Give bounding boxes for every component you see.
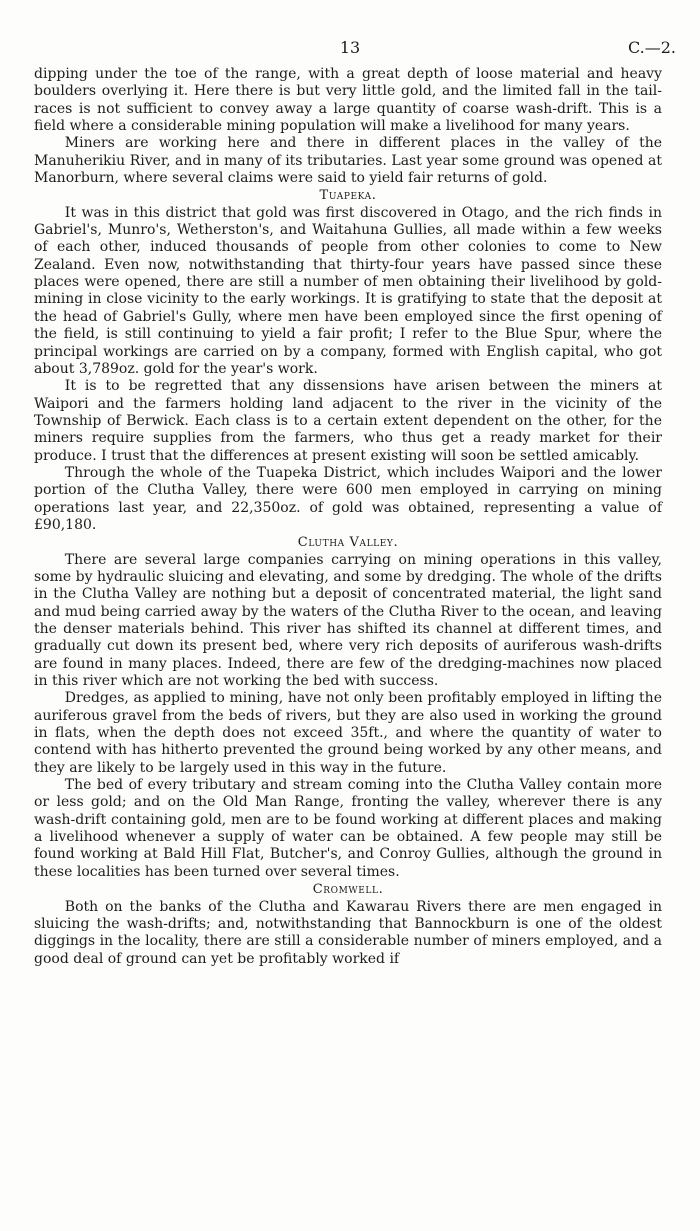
paragraph: Dredges, as applied to mining, have not only been profitably employed in lifting the auriferous gravel from the beds of rivers, but they are also used in working the ground in flats, when the depth does not exceed 35ft., and where the quantity of water to contend with has hitherto prevented the ground being worked by any other means, and they are likely to be largely used in this way in the future. [34,690,662,776]
paragraph: The bed of every tributary and stream coming into the Clutha Valley contain more or less gold; and on the Old Man Range, fronting the valley, wherever there is any wash-drift containing gold, men are to be found working at different places and making a livelihood whenever a supply of water can be obtained. A few people may still be found working at Bald Hill Flat, Butcher's, and Conroy Gullies, although the ground in these localities has been turned over several times. [34,777,662,880]
paragraph: It was in this district that gold was first discovered in Otago, and the rich finds in Gabriel's, Munro's, Wetherston's, and Waitahuna Gullies, all made within a few weeks of each other, induced thousands of people from other colonies to come to New Zealand. Even now, notwithstanding that thirty-four years have passed since these places were opened, there are still a number of men obtaining their livelihood by gold-mining in close vicinity to the early workings. It is gratifying to state that the deposit at the head of Gabriel's Gully, where men have been employed since the first opening of the field, is still continuing to yield a fair profit; I refer to the Blue Spur, where the principal workings are carried on by a company, formed with English capital, who got about 3,789oz. gold for the year's work. [34,204,662,377]
paragraph: There are several large companies carrying on mining operations in this valley, some by hydraulic sluicing and elevating, and some by dredging. The whole of the drifts in the Clutha Valley are nothing but a deposit of concentrated material, the light sand and mud being carried away by the waters of the Clutha River to the ocean, and leaving the denser materials behind. This river has shifted its channel at different times, and gradually cut down its present bed, where very rich deposits of auriferous wash-drifts are found in many places. Indeed, there are few of the dredging-machines now placed in this river which are not working the bed with success. [34,551,662,690]
section-heading-clutha-valley: Clutha Valley. [297,535,399,551]
section-heading-cromwell: Cromwell. [312,882,384,898]
paragraph: Miners are working here and there in different places in the valley of the Manuherikiu River, and in many of its tributaries. Last year some ground was opened at Manorburn, where several claims were said to yield fair returns of gold. [34,135,662,187]
document-code: C.—2. [627,38,676,57]
page-header [0,38,700,60]
paragraph: It is to be regretted that any dissensions have arisen between the miners at Waipori and the farmers holding land adjacent to the river in the vicinity of the Township of Berwick. Each class is to a certain extent dependent on the other, for the miners require supplies from the farmers, who thus get a ready market for their produce. I trust that the differences at present existing will soon be settled amicably. [34,378,662,464]
section-heading-tuapeka: Tuapeka. [319,188,377,204]
paragraph: Both on the banks of the Clutha and Kawarau Rivers there are men engaged in sluicing the wash-drifts; and, notwithstanding that Bannockburn is one of the oldest diggings in the locality, there are still a considerable number of miners employed, and a good deal of ground can yet be profitably worked if [34,898,662,967]
body-text [34,66,662,968]
paragraph: dipping under the toe of the range, with a great depth of loose material and heavy boulders overlying it. Here there is but very little gold, and the limited fall in the tail-races is not sufficient to convey away a large quantity of coarse wash-drift. This is a field where a considerable mining population will make a livelihood for many years. [34,66,662,135]
page-number: 13 [339,38,361,57]
paragraph: Through the whole of the Tuapeka District, which includes Waipori and the lower portion of the Clutha Valley, there were 600 men employed in carrying on mining operations last year, and 22,350oz. of gold was obtained, representing a value of £90,180. [34,464,662,533]
